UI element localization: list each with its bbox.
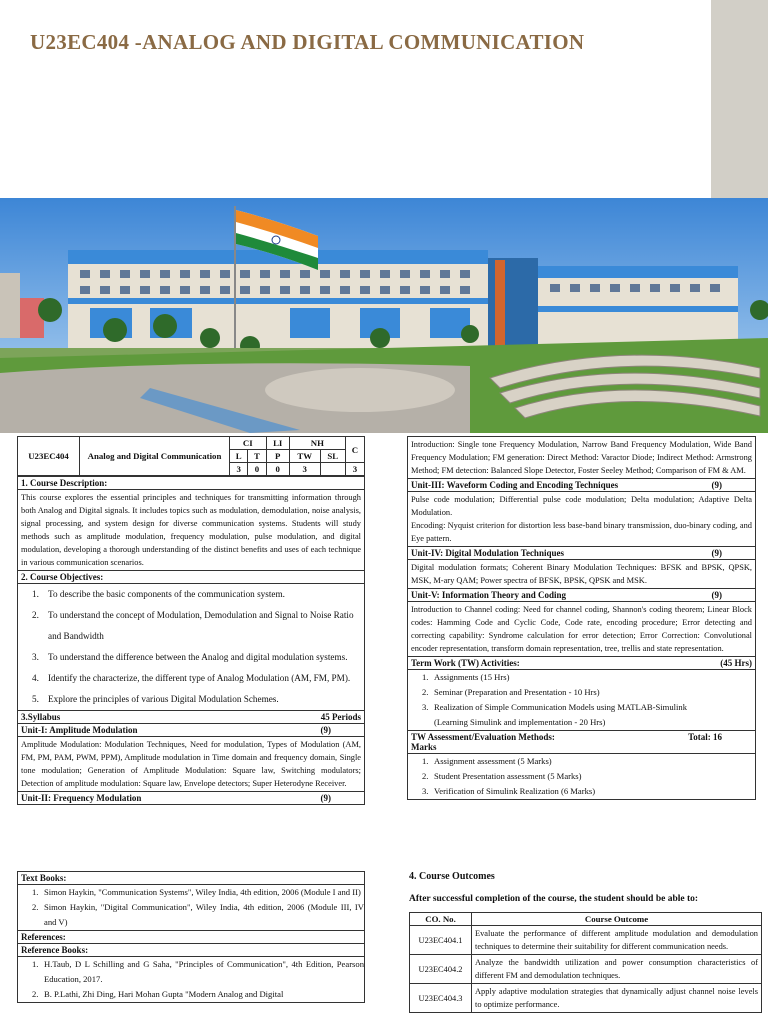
- decorative-side-bar: [711, 0, 768, 198]
- course-outcomes-heading: 4. Course Outcomes: [409, 871, 495, 882]
- list-item: 1. To describe the basic components of the communication system.: [32, 589, 285, 599]
- twa-list: [408, 754, 755, 799]
- col-l: L: [230, 450, 248, 463]
- unit2-text: Introduction: Single tone Frequency Modulation, Narrow Band Frequency Modulation, Wide Band Frequency Modulation; FM generation: Direct Method: Varactor Diode; Indirect Method: Armstrong Method; FM detection: Balanced Slope Detector, Foster Seeley Method; Comparison of FM & AM.: [408, 437, 756, 479]
- group-c: C: [345, 437, 364, 463]
- list-item: 4. Identify the characterize, the different type of Analog Modulation (AM, FM, PM).: [32, 673, 351, 683]
- course-objectives-heading: 2. Course Objectives:: [18, 571, 365, 584]
- text-books-heading: Text Books:: [18, 872, 365, 885]
- val-t: 0: [248, 463, 266, 476]
- twa-total: Total: 16: [688, 732, 722, 742]
- table-row: U23EC404.2 Analyze the bandwidth utilization and power consumption characteristics of different FM and demodulation techniques.: [410, 955, 762, 984]
- references-heading: References:: [18, 931, 365, 944]
- course-outcomes-intro: After successful completion of the course, the student should be able to:: [409, 894, 699, 904]
- unit3-title: Unit-III: Waveform Coding and Encoding Techniques: [411, 480, 619, 490]
- syllabus-left-block: [17, 436, 365, 805]
- list-item: 1. Assignment assessment (5 Marks): [422, 756, 552, 766]
- col-co-no: CO. No.: [410, 913, 472, 926]
- course-outcomes-block: [409, 871, 762, 1013]
- list-item: 1. Simon Haykin, "Communication Systems", Wiley India, 4th edition, 2006 (Module I and II): [32, 887, 361, 897]
- table-row: U23EC404.1 Evaluate the performance of different amplitude modulation and demodulation techniques to determine their suitability for different communication needs.: [410, 926, 762, 955]
- syllabus-heading: 3.Syllabus: [21, 712, 61, 722]
- tw-title: Term Work (TW) Activities:: [411, 658, 520, 668]
- list-item: 1. H.Taub, D L Schilling and G Saha, "Principles of Communication", 4th Edition, Pearson Education, 2017.: [32, 959, 364, 984]
- campus-photo: [0, 198, 768, 433]
- list-item: 2. To understand the concept of Modulation, Demodulation and Signal to Noise Ratio: [32, 610, 354, 620]
- col-course-outcome: Course Outcome: [472, 913, 762, 926]
- text-books-block: [17, 871, 365, 1003]
- group-li: LI: [266, 437, 289, 450]
- unit4-text: Digital modulation formats; Coherent Binary Modulation Techniques: BFSK and BPSK, QPSK, MSK, M-ary QAM; Power spectra of BFSK, BPSK, QPSK and MSK.: [408, 560, 756, 589]
- list-item: 3. Realization of Simple Communication Models using MATLAB-Simulink: [422, 702, 688, 712]
- unit3-hours: (9): [711, 480, 722, 490]
- list-item: 2. B. P.Lathi, Zhi Ding, Hari Mohan Gupta "Modern Analog and Digital: [32, 989, 284, 999]
- list-item: 2. Simon Haykin, "Digital Communication", Wiley India, 4th edition, 2006 (Module III, IV and V): [32, 902, 364, 927]
- list-item: 2. Seminar (Preparation and Presentation - 10 Hrs): [422, 687, 600, 697]
- unit1-hours: (9): [320, 725, 331, 735]
- unit3-text: Pulse code modulation; Differential pulse code modulation; Delta modulation; Adaptive Delta Modulation.: [411, 495, 752, 517]
- tw-hours: (45 Hrs): [720, 658, 752, 668]
- list-item: and Bandwidth: [48, 631, 104, 641]
- unit4-hours: (9): [711, 548, 722, 558]
- list-item: 3. Verification of Simulink Realization (6 Marks): [422, 786, 596, 796]
- val-p: 0: [266, 463, 289, 476]
- unit1-text: Amplitude Modulation: Modulation Techniques, Need for modulation, Types of Modulation (AM, FM, PM, PAM, PWM, PPM), Amplitude modulation in Time domain and frequency domain, Single tone modulation; Generation of Amplitude Modulation: Square law, Switching modulators; Detection of amplitude modulation: Square law, Envelope detectors; Super Heterodyne Receiver.: [18, 737, 365, 792]
- tw-list: [408, 670, 755, 730]
- syllabus-right-block: [407, 436, 756, 800]
- reference-books-list: [18, 957, 364, 1002]
- val-c: 3: [345, 463, 364, 476]
- unit2-hours: (9): [320, 793, 331, 803]
- col-sl: SL: [320, 450, 345, 463]
- unit5-hours: (9): [711, 590, 722, 600]
- unit4-title: Unit-IV: Digital Modulation Techniques: [411, 548, 564, 558]
- col-t: T: [248, 450, 266, 463]
- syllabus-periods: 45 Periods: [320, 712, 361, 722]
- val-tw: 3: [289, 463, 320, 476]
- col-p: P: [266, 450, 289, 463]
- table-row: U23EC404.3 Apply adaptive modulation strategies that dynamically adjust channel noise levels to optimize performance.: [410, 984, 762, 1013]
- unit5-text: Introduction to Channel coding: Need for channel coding, Shannon's coding theorem; Linear Block codes: Hamming Code and Cyclic Code, Code rate, encoding procedure; Error detecting and correcting capability: Syndrome calculation for error detection; Error Correction: Convolutional encoder representation, transform domain representation, tree, trellis and state representation.: [408, 602, 756, 657]
- val-sl: [320, 463, 345, 476]
- unit1-title: Unit-I: Amplitude Modulation: [21, 725, 138, 735]
- val-l: 3: [230, 463, 248, 476]
- list-item: 1. Assignments (15 Hrs): [422, 672, 510, 682]
- unit5-title: Unit-V: Information Theory and Coding: [411, 590, 567, 600]
- list-item: 5. Explore the principles of various Digital Modulation Schemes.: [32, 694, 279, 704]
- unit2-title: Unit-II: Frequency Modulation: [21, 793, 142, 803]
- list-item: (Learning Simulink and implementation - 20 Hrs): [434, 717, 606, 727]
- list-item: 2. Student Presentation assessment (5 Marks): [422, 771, 582, 781]
- reference-books-heading: Reference Books:: [18, 944, 365, 957]
- col-tw: TW: [289, 450, 320, 463]
- twa-title: TW Assessment/Evaluation Methods:: [411, 732, 555, 742]
- objectives-list: [18, 584, 364, 710]
- course-code: U23EC404: [18, 437, 80, 476]
- course-description-heading: 1. Course Description:: [18, 477, 365, 490]
- course-outcomes-table: [409, 912, 762, 1013]
- twa-marks: Marks: [411, 742, 437, 752]
- unit3-text-encoding: Encoding: Nyquist criterion for distortion less base-band binary transmission, duo-binary coding, and Eye pattern.: [411, 521, 752, 543]
- course-name: Analog and Digital Communication: [80, 437, 230, 476]
- group-nh: NH: [289, 437, 345, 450]
- page-title: U23EC404 -ANALOG AND DIGITAL COMMUNICATION: [30, 30, 585, 54]
- course-header-table: [17, 436, 365, 476]
- list-item: 3. To understand the difference between the Analog and digital modulation systems.: [32, 652, 348, 662]
- group-ci: CI: [230, 437, 267, 450]
- course-description-text: This course explores the essential principles and techniques for transmitting information through both Analog and Digital signals. It includes topics such as modulation, demodulation, noise analysis, signal processing, and system design for diverse communication systems. Students will study methods such as amplitude modulation, frequency modulation, pulse modulation, and digital modulation, developing a thorough understanding of the distinct benefits and uses of each technique in various communication scenarios.: [18, 490, 365, 571]
- text-books-list: [18, 885, 364, 930]
